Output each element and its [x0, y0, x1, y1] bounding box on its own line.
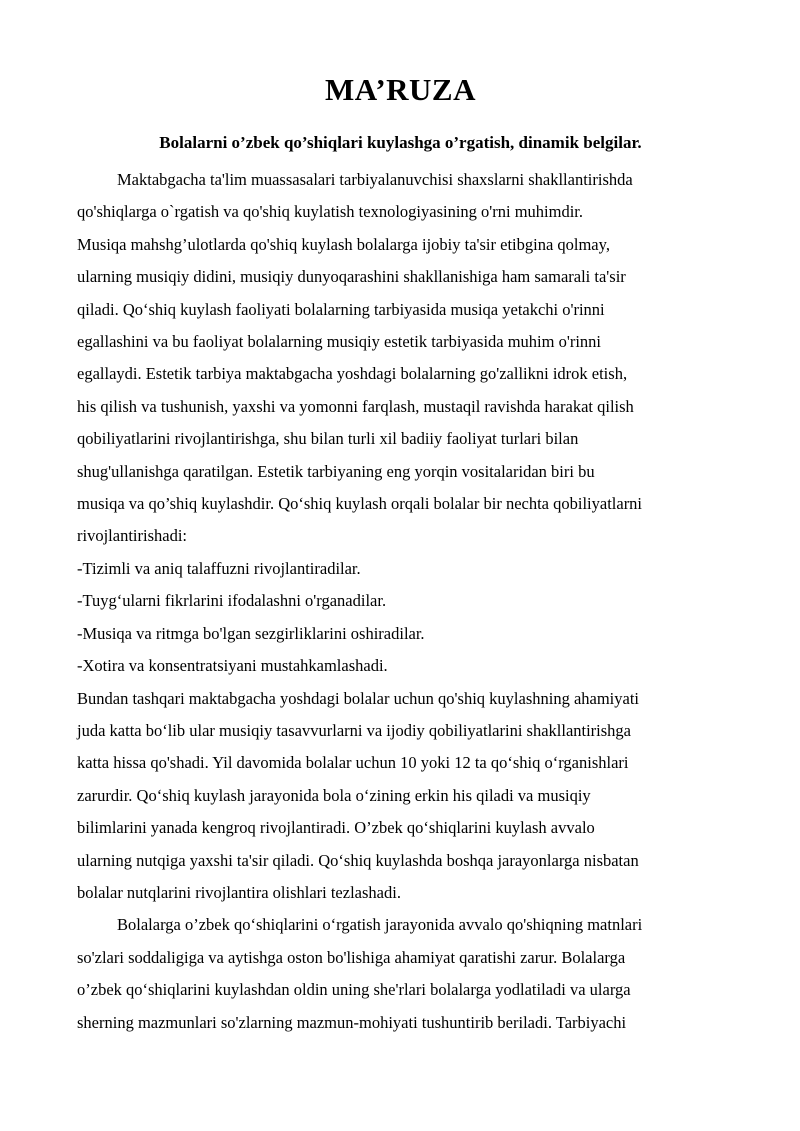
body-line: shug'ullanishga qaratilgan. Estetik tarbiyaning eng yorqin vositalaridan biri bu: [77, 461, 595, 481]
body-line: rivojlantirishadi:: [77, 526, 187, 546]
body-line: o’zbek qoʻshiqlarini kuylashdan oldin uning she'rlari bolalarga yodlatiladi va ularga: [77, 980, 631, 1000]
body-line: musiqa va qo’shiq kuylashdir. Qoʻshiq kuylash orqali bolalar bir nechta qobiliyatlarni: [77, 494, 643, 514]
body-line: egallashini va bu faoliyat bolalarning musiqiy estetik tarbiyasida muhim o'rinni: [77, 332, 601, 352]
document-body: [77, 164, 724, 1039]
body-line: bilimlarini yanada kengroq rivojlantiradi. O’zbek qoʻshiqlarini kuylash avvalo: [77, 818, 595, 838]
body-line: bolalar nutqlarini rivojlantira olishlari tezlashadi.: [77, 882, 401, 902]
body-line: qobiliyatlarini rivojlantirishga, shu bilan turli xil badiiy faoliyat turlari bilan: [77, 429, 579, 449]
body-line: Musiqa mahshg’ulotlarda qo'shiq kuylash bolalarga ijobiy ta'sir etibgina qolmay,: [77, 234, 610, 254]
body-line: his qilish va tushunish, yaxshi va yomonni farqlash, mustaqil ravishda harakat qilish: [77, 396, 634, 416]
body-line: Maktabgacha ta'lim muassasalari tarbiyalanuvchisi shaxslarni shakllantirishda: [117, 170, 633, 189]
body-line: egallaydi. Estetik tarbiya maktabgacha yoshdagi bolalarning go'zallikni idrok etish,: [77, 364, 628, 384]
body-line: -Musiqa va ritmga bo'lgan sezgirliklarini oshiradilar.: [77, 623, 425, 643]
body-line: -Xotira va konsentratsiyani mustahkamlashadi.: [77, 656, 388, 676]
body-line: juda katta boʻlib ular musiqiy tasavvurlarni va ijodiy qobiliyatlarini shakllantirishga: [77, 720, 632, 740]
body-line: ularning musiqiy didini, musiqiy dunyoqarashini shakllanishiga ham samarali ta'sir: [77, 267, 626, 287]
document-subtitle: Bolalarni o’zbek qo’shiqlari kuylashga o’rgatish, dinamik belgilar.: [159, 133, 642, 152]
body-line: katta hissa qo'shadi. Yil davomida bolalar uchun 10 yoki 12 ta qoʻshiq oʻrganishlari: [77, 753, 629, 773]
body-line: zarurdir. Qoʻshiq kuylash jarayonida bola oʻzining erkin his qiladi va musiqiy: [77, 785, 591, 805]
body-line: sherning mazmunlari so'zlarning mazmun-mohiyati tushuntirib beriladi. Tarbiyachi: [77, 1012, 627, 1032]
body-line: Bundan tashqari maktabgacha yoshdagi bolalar uchun qo'shiq kuylashning ahamiyati: [77, 688, 640, 708]
body-line: so'zlari soddaligiga va aytishga oston bo'lishiga ahamiyat qaratishi zarur. Bolalarga: [77, 947, 626, 967]
body-line: ularning nutqiga yaxshi ta'sir qiladi. Qoʻshiq kuylashda boshqa jarayonlarga nisbatan: [77, 850, 639, 870]
body-line: -Tizimli va aniq talaffuzni rivojlantiradilar.: [77, 558, 361, 578]
body-line: qo'shiqlarga o`rgatish va qo'shiq kuylatish texnologiyasining o'rni muhimdir.: [77, 202, 584, 222]
body-line: Bolalarga o’zbek qoʻshiqlarini oʻrgatish jarayonida avvalo qo'shiqning matnlari: [117, 915, 643, 935]
body-line: qiladi. Qoʻshiq kuylash faoliyati bolalarning tarbiyasida musiqa yetakchi o'rinni: [77, 299, 605, 319]
document-title: MA’RUZA: [324, 72, 476, 107]
body-line: -Tuygʻularni fikrlarini ifodalashni o'rganadilar.: [77, 591, 387, 611]
